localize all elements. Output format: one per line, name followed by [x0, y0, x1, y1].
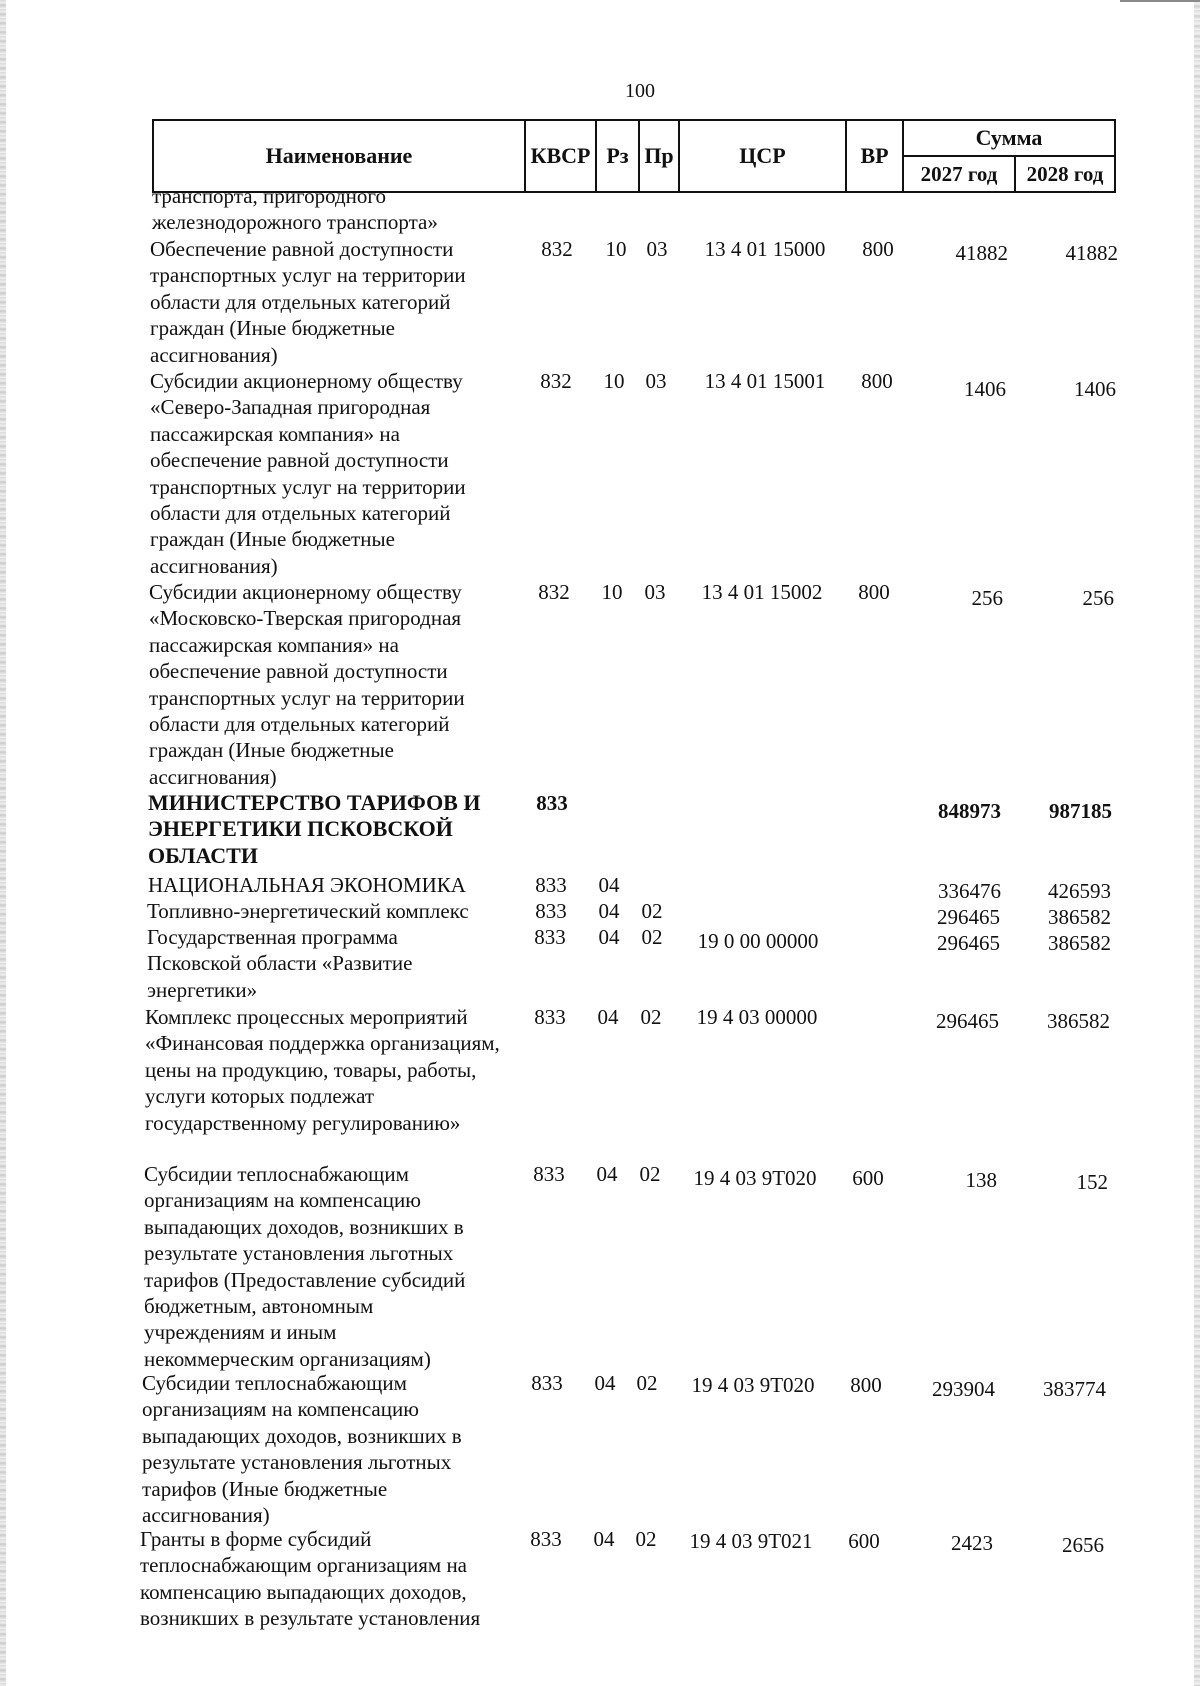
row-kvsr: 833	[530, 1527, 562, 1551]
row-rz: 04	[596, 1162, 618, 1186]
row-rz: 04	[594, 1371, 616, 1395]
row-rz: 04	[598, 925, 620, 949]
header-vr: ВР	[846, 120, 903, 192]
row-rz: 04	[593, 1527, 615, 1551]
row-kvsr: 833	[534, 925, 566, 949]
header-kvsr: КВСР	[525, 120, 596, 192]
row-csr: 13 4 01 15000	[704, 237, 826, 261]
row-vr: 600	[852, 1166, 884, 1190]
row-kvsr: 833	[533, 1162, 565, 1186]
row-rz: 04	[597, 1005, 619, 1029]
row-csr: 19 4 03 00000	[696, 1005, 818, 1029]
row-rz: 04	[598, 873, 620, 897]
header-year-2028: 2028 год	[1015, 156, 1115, 192]
header-year-2027: 2027 год	[903, 156, 1015, 192]
row-csr: 13 4 01 15001	[704, 369, 826, 393]
row-sum-2028: 152	[1076, 1170, 1108, 1194]
row-sum-2028: 1406	[1074, 377, 1116, 401]
row-rz: 10	[603, 369, 625, 393]
row-pr: 02	[641, 925, 663, 949]
row-sum-2028: 41882	[1065, 241, 1118, 265]
header-rz: Рз	[596, 120, 639, 192]
row-csr: 19 0 00 00000	[697, 929, 819, 953]
row-name: Комплекс процессных мероприятий «Финансовая поддержка организациям, цены на продукцию, товары, работы, услуги которых подлежат государственному регулированию»	[145, 1005, 500, 1135]
row-kvsr: 833	[535, 899, 567, 923]
row-sum-2027: 256	[971, 586, 1003, 610]
header-sum: Сумма	[903, 120, 1115, 156]
row-sum-2027: 41882	[955, 241, 1008, 265]
row-name: НАЦИОНАЛЬНАЯ ЭКОНОМИКА	[148, 873, 466, 897]
row-rz: 04	[598, 899, 620, 923]
row-sum-2027: 848973	[938, 799, 1001, 823]
row-sum-2028: 987185	[1049, 799, 1112, 823]
row-name: Субсидии акционерному обществу «Московско-Тверская пригородная пассажирская компания» на обеспечение равной доступности транспортных услуг на территории области для отдельных категорий граждан (Иные бюджетные ассигнования)	[149, 580, 465, 789]
row-csr: 19 4 03 9Т020	[691, 1373, 815, 1397]
row-sum-2028: 2656	[1062, 1533, 1104, 1557]
row-sum-2027: 293904	[932, 1377, 995, 1401]
row-pr: 03	[646, 237, 668, 261]
row-sum-2027: 336476	[938, 879, 1001, 903]
row-vr: 800	[861, 369, 893, 393]
row-sum-2028: 426593	[1048, 879, 1111, 903]
row-sum-2028: 386582	[1048, 905, 1111, 929]
row-pr: 03	[645, 369, 667, 393]
row-name: транспорта, пригородного железнодорожного транспорта»	[152, 184, 438, 235]
header-pr: Пр	[639, 120, 679, 192]
row-csr: 19 4 03 9Т021	[689, 1529, 813, 1553]
header-csr: ЦСР	[679, 120, 846, 192]
row-name: Гранты в форме субсидий теплоснабжающим организациям на компенсацию выпадающих доходов, возникших в результате установления	[140, 1527, 481, 1631]
row-vr: 600	[848, 1529, 880, 1553]
row-name: Топливно-энергетический комплекс	[147, 899, 469, 923]
row-sum-2027: 296465	[937, 931, 1000, 955]
row-vr: 800	[858, 580, 890, 604]
row-pr: 02	[635, 1527, 657, 1551]
row-sum-2028: 256	[1082, 586, 1114, 610]
row-csr: 19 4 03 9Т020	[693, 1166, 817, 1190]
row-rz: 10	[601, 580, 623, 604]
row-pr: 02	[640, 1005, 662, 1029]
row-sum-2028: 386582	[1047, 1009, 1110, 1033]
row-kvsr: 832	[538, 580, 570, 604]
page-number: 100	[625, 80, 655, 102]
row-sum-2028: 386582	[1048, 931, 1111, 955]
row-pr: 02	[639, 1162, 661, 1186]
row-vr: 800	[862, 237, 894, 261]
row-sum-2027: 1406	[964, 377, 1006, 401]
row-pr: 02	[641, 899, 663, 923]
row-name: Субсидии теплоснабжающим организациям на компенсацию выпадающих доходов, возникших в результате установления льготных тарифов (Иные бюджетные ассигнования)	[142, 1371, 462, 1528]
row-name: Государственная программа Псковской области «Развитие энергетики»	[147, 925, 413, 1002]
row-name: МИНИСТЕРСТВО ТАРИФОВ И ЭНЕРГЕТИКИ ПСКОВСКОЙ ОБЛАСТИ	[148, 790, 481, 868]
row-kvsr: 833	[534, 1005, 566, 1029]
row-name: Субсидии теплоснабжающим организациям на компенсацию выпадающих доходов, возникших в результате установления льготных тарифов (Предоставление субсидий бюджетным, автономным учреждениям и иным некоммерческим организациям)	[144, 1162, 466, 1371]
row-sum-2027: 296465	[937, 905, 1000, 929]
row-sum-2027: 296465	[936, 1009, 999, 1033]
row-vr: 800	[850, 1373, 882, 1397]
row-sum-2027: 2423	[951, 1531, 993, 1555]
row-name: Субсидии акционерному обществу «Северо-Западная пригородная пассажирская компания» на обеспечение равной доступности транспортных услуг на территории области для отдельных категорий граждан (Иные бюджетные ассигнования)	[150, 369, 466, 578]
row-pr: 03	[644, 580, 666, 604]
row-kvsr: 833	[536, 791, 568, 815]
row-csr: 13 4 01 15002	[701, 580, 823, 604]
row-kvsr: 833	[535, 873, 567, 897]
row-sum-2027: 138	[965, 1168, 997, 1192]
header-name: Наименование	[153, 120, 525, 192]
row-sum-2028: 383774	[1043, 1377, 1106, 1401]
row-name: Обеспечение равной доступности транспортных услуг на территории области для отдельных категорий граждан (Иные бюджетные ассигнования)	[150, 237, 466, 367]
row-kvsr: 833	[531, 1371, 563, 1395]
row-pr: 02	[636, 1371, 658, 1395]
row-kvsr: 832	[541, 237, 573, 261]
row-rz: 10	[605, 237, 627, 261]
row-kvsr: 832	[540, 369, 572, 393]
